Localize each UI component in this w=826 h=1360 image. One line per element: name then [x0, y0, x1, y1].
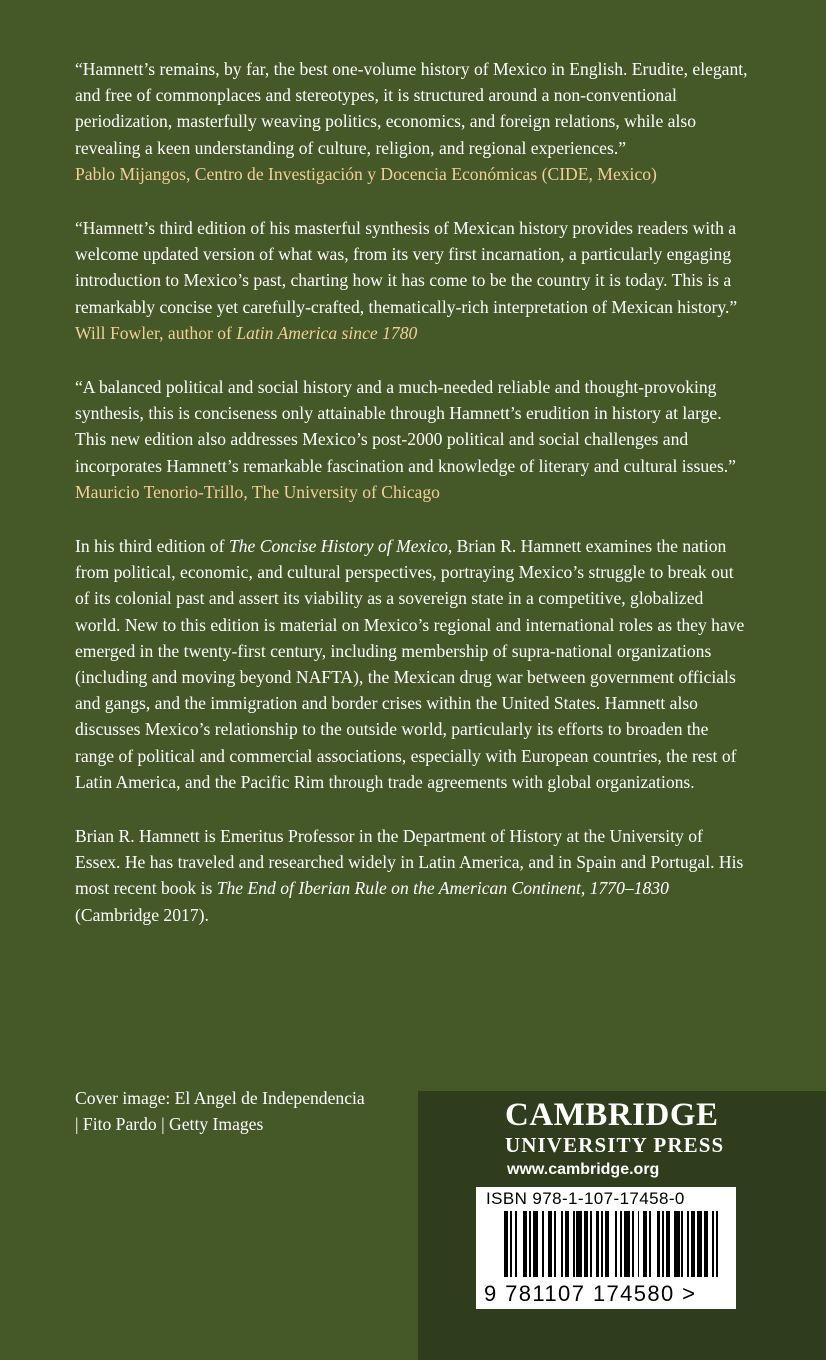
blurb-attribution: Mauricio Tenorio-Trillo, The University of Chicago [75, 481, 440, 502]
description-body: , Brian R. Hamnett examines the nation from political, economic, and cultural perspectives, portraying Mexico’s struggle to break out of its colonial past and assert its viability as a sovereign state in a competitive, globalized world. New to this edition is material on Mexico’s regional and international roles as they have emerged in the twenty-first century, including membership of supra-national organizations (including and moving beyond NAFTA), the Mexican drug war between government officials and gangs, and the immigration and border crises within the United States. Hamnett also discusses Mexico’s relationship to the outside world, particularly its efforts to broaden the range of political and commercial associations, especially with European countries, the rest of Latin America, and the Pacific Rim through trade agreements with global organizations. [75, 536, 745, 792]
blurb-quote: “A balanced political and social history and a much-needed reliable and thought-provoking synthesis, this is conciseness only attainable through Hamnett’s erudition in history at large. This new edition also addresses Mexico’s post-2000 political and social challenges and incorporates Hamnett’s remarkable fascination and knowledge of literary and cultural issues.” [75, 377, 736, 476]
blurb-attribution [75, 320, 750, 346]
book-description [75, 533, 750, 795]
cover-credit-line-1: Cover image: El Angel de Independencia [75, 1088, 365, 1108]
blurb-3 [75, 374, 750, 505]
publisher-logo-name: CAMBRIDGE [505, 1097, 719, 1133]
cover-image-credit [75, 1085, 405, 1137]
barcode-digits: 9 781107 174580 > [484, 1281, 697, 1306]
back-cover-text [75, 56, 750, 956]
publisher-logo-press: UNIVERSITY PRESS [505, 1133, 725, 1157]
author-bio-suffix: (Cambridge 2017). [75, 904, 209, 925]
barcode-space [718, 1211, 722, 1277]
blurb-1 [75, 56, 750, 187]
attribution-prefix: Will Fowler, author of [75, 322, 237, 343]
publisher-url[interactable]: www.cambridge.org [507, 1161, 660, 1178]
author-bio-text: Brian R. Hamnett is Emeritus Professor in the Department of History at the University of Essex. He has traveled and researched widely in Latin America, and in Spain and Portugal. His most recent book is [75, 826, 744, 899]
author-recent-book: The End of Iberian Rule on the American Continent, 1770–1830 [216, 878, 669, 899]
attribution-book-title: Latin America since 1780 [236, 322, 418, 343]
description-intro: In his third edition of [75, 536, 229, 557]
author-bio [75, 823, 750, 928]
isbn-label: ISBN 978-1-107-17458-0 [486, 1189, 685, 1208]
blurb-quote: “Hamnett’s remains, by far, the best one-volume history of Mexico in English. Erudite, elegant, and free of commonplaces and stereotypes, it is structured around a non-conventional periodization, masterfully weaving politics, economics, and foreign relations, while also revealing a keen understanding of culture, religion, and regional experiences.” [75, 59, 748, 158]
cover-credit-line-2: | Fito Pardo | Getty Images [75, 1114, 264, 1135]
description-book-title: The Concise History of Mexico [228, 536, 448, 557]
barcode-bars [504, 1211, 722, 1277]
blurb-quote: “Hamnett’s third edition of his masterful synthesis of Mexican history provides readers with a welcome updated version of what was, from its very first incarnation, a particularly engaging introduction to Mexico’s past, charting how it has come to be the country it is today. This is a remarkably concise yet carefully-crafted, thematically-rich interpretation of Mexican history.” [75, 218, 738, 317]
blurb-attribution: Pablo Mijangos, Centro de Investigación y Docencia Económicas (CIDE, Mexico) [75, 163, 657, 184]
isbn-barcode [476, 1187, 736, 1309]
blurb-2 [75, 215, 750, 346]
